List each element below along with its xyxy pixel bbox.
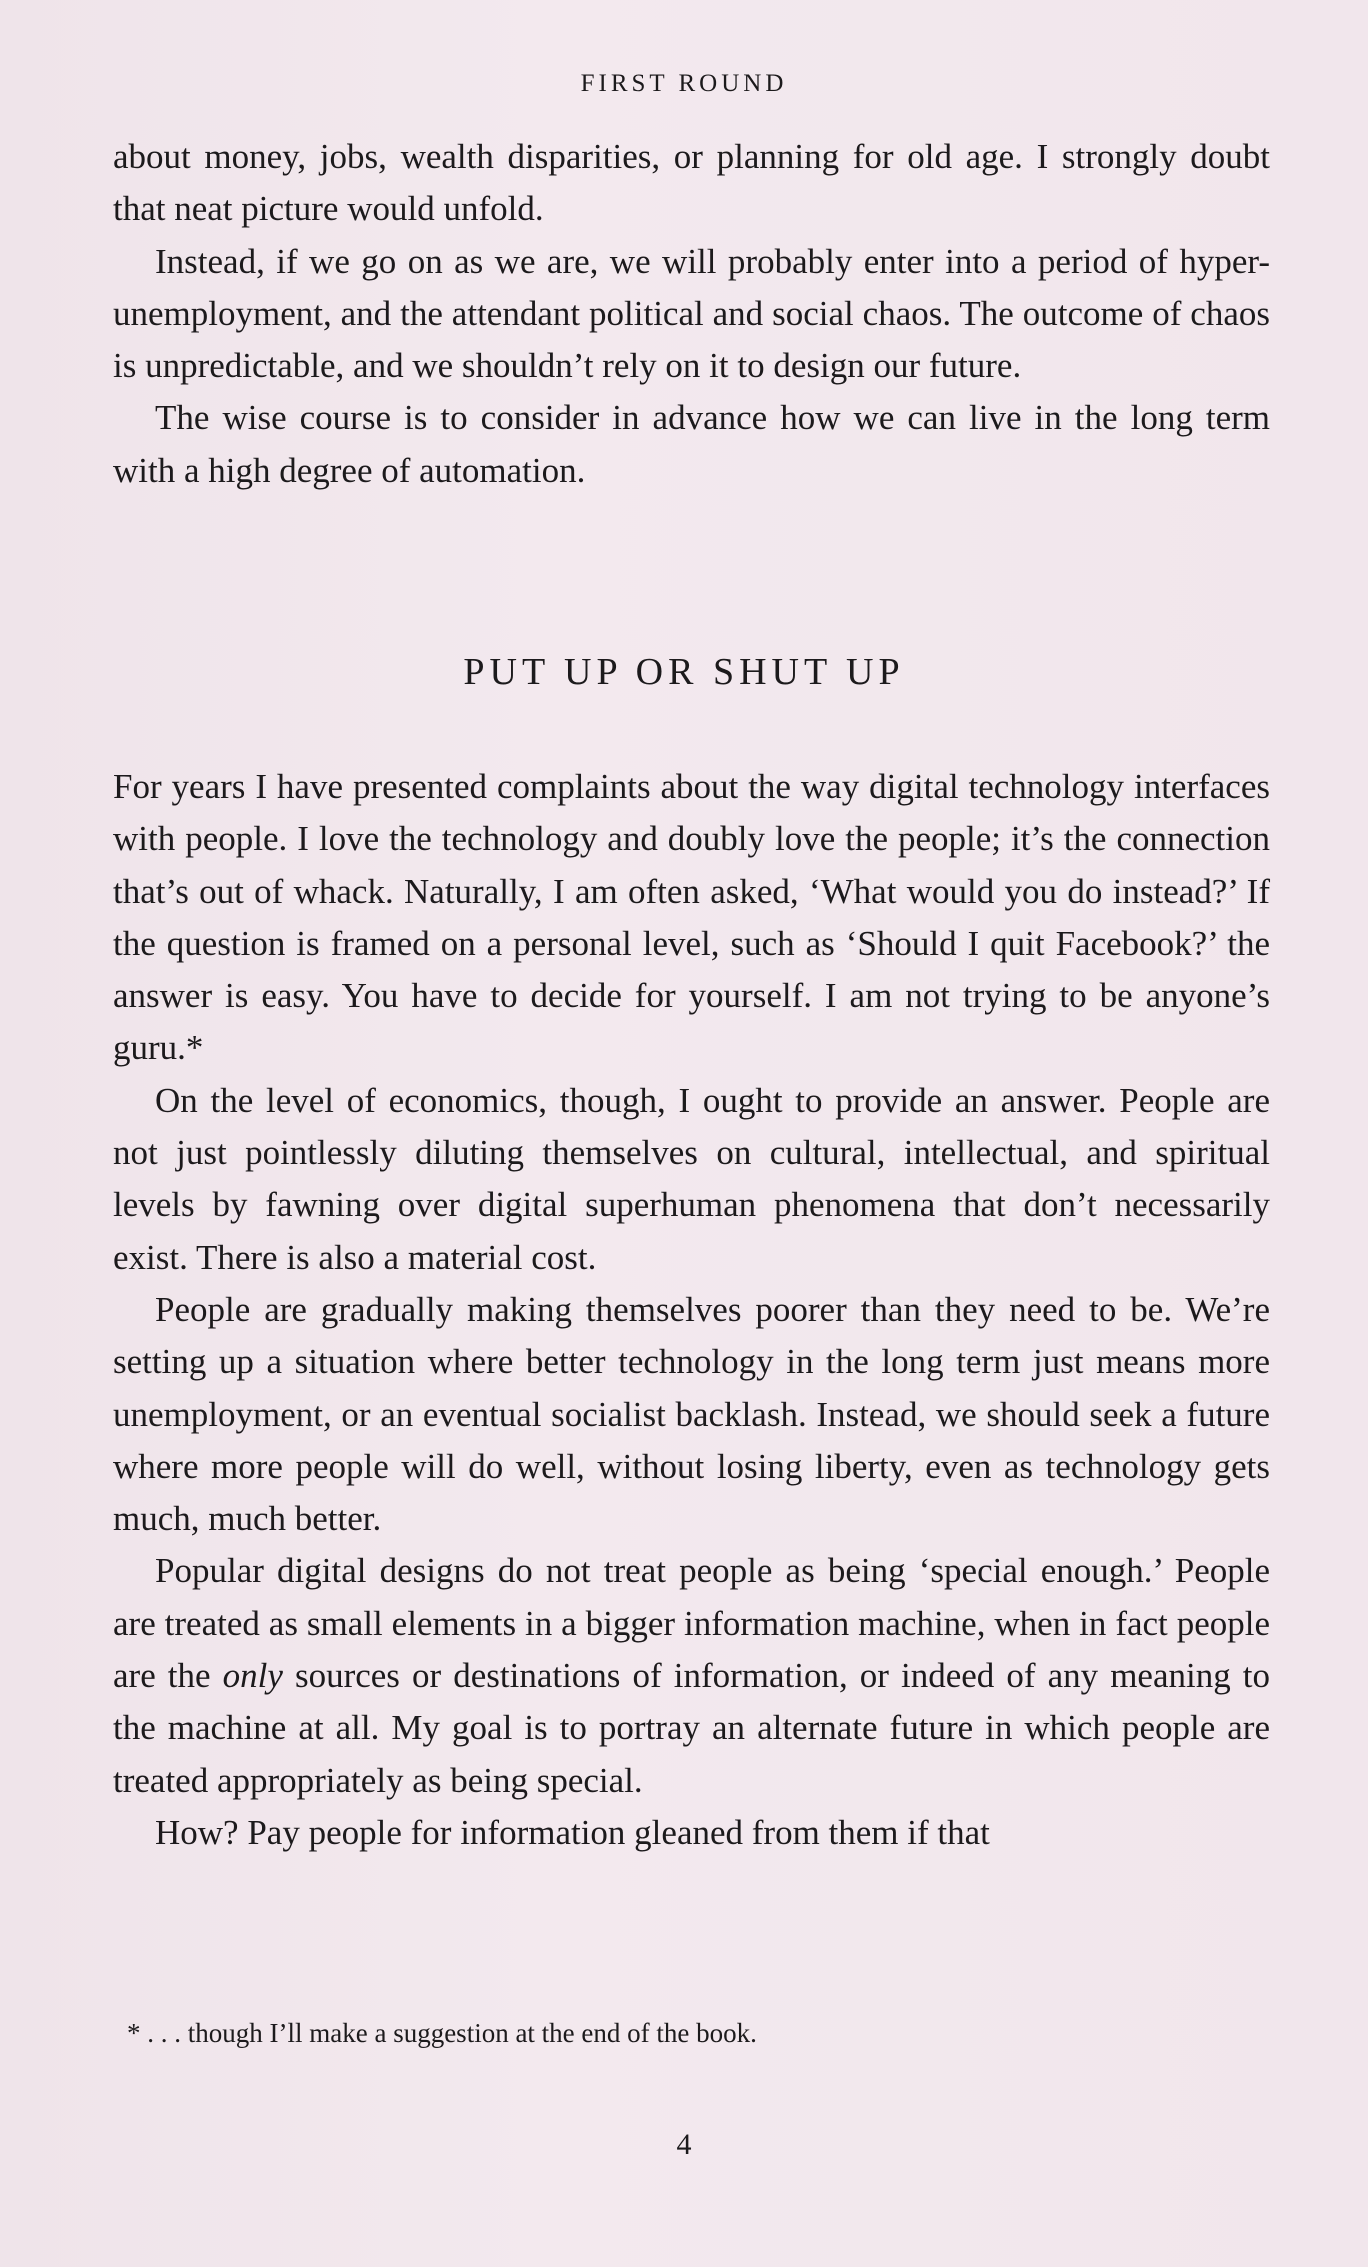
section-heading: PUT UP OR SHUT UP	[463, 651, 905, 693]
paragraph	[113, 1545, 1270, 1806]
paragraph: about money, jobs, wealth disparities, or planning for old age. I strongly doubt that neat picture would unfold.	[113, 137, 1270, 229]
paragraph: For years I have presented complaints about the way digital technology interfaces with people. I love the technology and doubly love the people; it’s the connection that’s out of whack. Naturally, I am often asked, ‘What would you do instead?’ If the question is framed on a personal level, such as ‘Should I quit Facebook?’ the answer is easy. You have to decide for yourself. I am not trying to be anyone’s guru.*	[113, 767, 1270, 1068]
paragraph: People are gradually making themselves poorer than they need to be. We’re setting up a situation where better technology in the long term just means more unemployment, or an eventual socialist backlash. Instead, we should seek a future where more people will do well, without losing liberty, even as technology gets much, much better.	[113, 1289, 1270, 1539]
paragraph: How? Pay people for information gleaned from them if that	[155, 1812, 990, 1852]
paragraph: On the level of economics, though, I ought to provide an answer. People are not just pointlessly diluting themselves on cultural, intellectual, and spiritual levels by fawning over digital superhuman phenomena that don’t necessarily exist. There is also a material cost.	[113, 1080, 1270, 1277]
text-run: sources or destinations of information, or indeed of any meaning to the machine at all. My goal is to portray an alternate future in which people are treated appropriately as being special.	[113, 1656, 1270, 1800]
emphasized-word: only	[222, 1656, 283, 1696]
text-run: Popular digital designs do not treat people as being ‘special enough.’ People are treated as small elements in a bigger information machine, when in fact people are the	[113, 1551, 1270, 1696]
section-one-text	[113, 131, 1270, 497]
running-header: FIRST ROUND	[580, 70, 788, 97]
paragraph: The wise course is to consider in advance how we can live in the long term with a high degree of automation.	[113, 398, 1270, 490]
paragraph: Instead, if we go on as we are, we will probably enter into a period of hyper-unemployment, and the attendant political and social chaos. The outcome of chaos is unpredictable, and we shouldn’t rely on it to design our future.	[113, 241, 1270, 386]
footnote: * . . . though I’ll make a suggestion at the end of the book.	[127, 2018, 757, 2048]
section-two-text	[113, 761, 1270, 1859]
page-number: 4	[676, 2128, 692, 2161]
